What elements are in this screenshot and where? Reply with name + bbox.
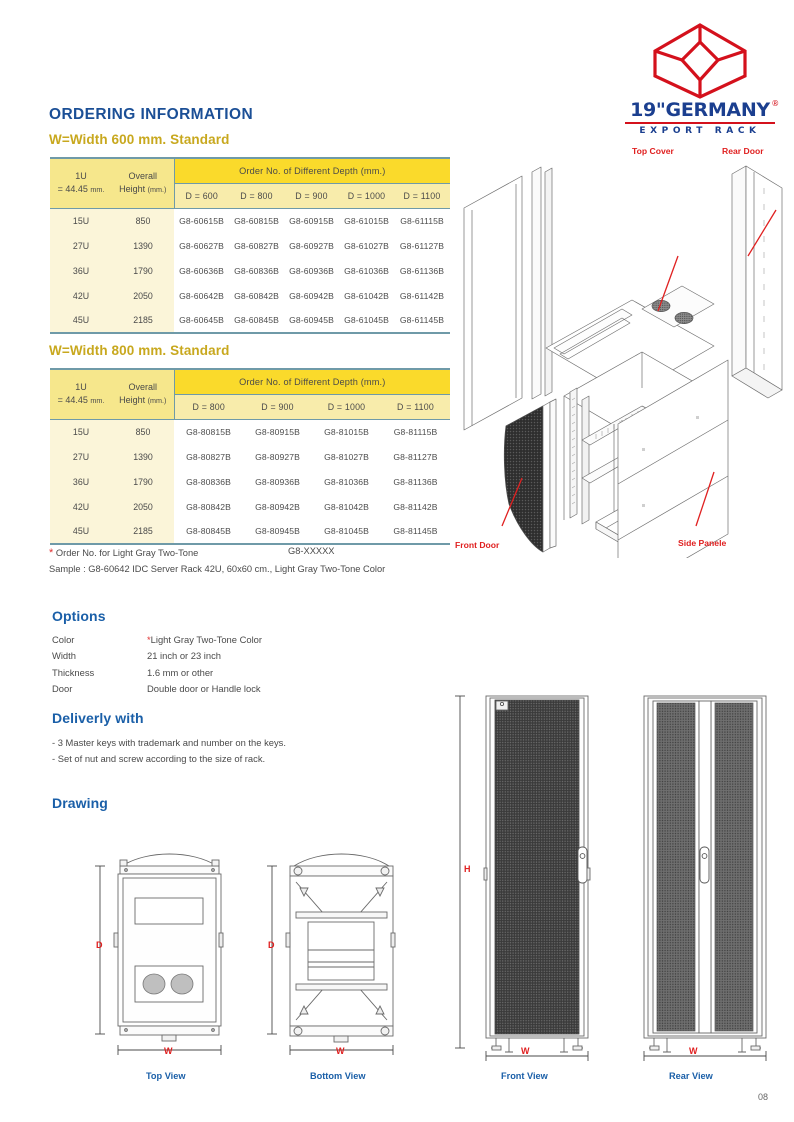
header-cell-depth-0: D = 600 bbox=[174, 183, 229, 208]
cell-order-code: G8-60836B bbox=[229, 258, 284, 283]
header-cell-depth-3: D = 1100 bbox=[381, 394, 450, 419]
cell-order-code: G8-60942B bbox=[284, 283, 339, 308]
cell-order-code: G8-80927B bbox=[243, 444, 312, 469]
option-item bbox=[52, 648, 262, 664]
table-row bbox=[50, 519, 450, 544]
cell-order-code: G8-80815B bbox=[174, 419, 243, 444]
caption-front-view: Front View bbox=[501, 1071, 548, 1081]
cell-u: 45U bbox=[50, 308, 112, 333]
delivery-title: Deliverly with bbox=[52, 710, 144, 726]
cell-order-code: G8-80915B bbox=[243, 419, 312, 444]
cell-order-code: G8-60842B bbox=[229, 283, 284, 308]
cell-height: 850 bbox=[112, 208, 174, 233]
header-cell-overall-height bbox=[112, 369, 174, 419]
cell-u: 27U bbox=[50, 444, 112, 469]
note-order-no-code: G8-XXXXX bbox=[288, 546, 335, 556]
table-row bbox=[50, 283, 450, 308]
cell-order-code: G8-61042B bbox=[339, 283, 394, 308]
front-view-drawing bbox=[452, 684, 602, 1069]
header-cell-depth-2: D = 1000 bbox=[312, 394, 381, 419]
caption-bottom-view: Bottom View bbox=[310, 1071, 366, 1081]
drawing-title: Drawing bbox=[52, 795, 108, 811]
header-cell-depth-2: D = 900 bbox=[284, 183, 339, 208]
top-view-drawing bbox=[92, 838, 242, 1068]
table-row bbox=[50, 208, 450, 233]
option-key: Thickness bbox=[52, 666, 95, 678]
order-table-width-600 bbox=[50, 157, 450, 334]
option-value: 1.6 mm or other bbox=[147, 666, 214, 678]
dimension-label-w-bottom-view: W bbox=[336, 1046, 345, 1056]
caption-top-view: Top View bbox=[146, 1071, 186, 1081]
cell-order-code: G8-80942B bbox=[243, 494, 312, 519]
delivery-item: - 3 Master keys with trademark and number on the keys. bbox=[52, 737, 286, 748]
dimension-label-d-top-view: D bbox=[96, 940, 103, 950]
cell-height: 1390 bbox=[112, 233, 174, 258]
label-top-cover: Top Cover bbox=[632, 146, 674, 156]
logo-wordmark bbox=[630, 99, 779, 121]
cell-u: 42U bbox=[50, 283, 112, 308]
cell-order-code: G8-61036B bbox=[339, 258, 394, 283]
table-row bbox=[50, 444, 450, 469]
header-overall-line2: Height (mm.) bbox=[119, 184, 167, 195]
table-header-row-top bbox=[50, 369, 450, 394]
exploded-rack-illustration bbox=[446, 148, 794, 558]
cell-order-code: G8-61115B bbox=[394, 208, 450, 233]
dimension-label-w-front-view: W bbox=[521, 1046, 530, 1056]
cell-order-code: G8-61136B bbox=[394, 258, 450, 283]
logo-divider bbox=[625, 122, 775, 124]
delivery-item: - Set of nut and screw according to the size of rack. bbox=[52, 753, 266, 765]
table-row bbox=[50, 308, 450, 333]
label-rear-door: Rear Door bbox=[722, 146, 764, 156]
cell-order-code: G8-61127B bbox=[394, 233, 450, 258]
caption-rear-view: Rear View bbox=[669, 1071, 713, 1081]
note-order-no bbox=[49, 546, 198, 561]
table-row bbox=[50, 233, 450, 258]
cell-height: 1790 bbox=[112, 469, 174, 494]
label-side-panel: Side Panele bbox=[678, 538, 727, 548]
header-1u-line1: 1U bbox=[75, 171, 87, 182]
order-table-width-800 bbox=[50, 368, 450, 545]
logo-tagline: EXPORT RACK bbox=[639, 125, 761, 136]
header-cell-overall-height bbox=[112, 158, 174, 208]
table-row bbox=[50, 419, 450, 444]
table-row bbox=[50, 494, 450, 519]
cell-order-code: G8-60915B bbox=[284, 208, 339, 233]
header-overall-line1: Overall bbox=[128, 171, 157, 182]
cell-u: 27U bbox=[50, 233, 112, 258]
cell-u: 42U bbox=[50, 494, 112, 519]
cell-u: 36U bbox=[50, 469, 112, 494]
logo-wordmark-text: 19"GERMANY bbox=[630, 99, 770, 121]
delivery-list bbox=[52, 735, 286, 768]
subtitle-width-600: W=Width 600 mm. Standard bbox=[49, 132, 230, 147]
subtitle-width-800: W=Width 800 mm. Standard bbox=[49, 343, 230, 358]
cell-order-code: G8-60636B bbox=[174, 258, 229, 283]
cell-order-code: G8-81036B bbox=[312, 469, 381, 494]
cell-order-code: G8-81142B bbox=[381, 494, 450, 519]
header-1u-line1: 1U bbox=[75, 382, 87, 393]
cell-height: 2185 bbox=[112, 519, 174, 544]
cell-order-code: G8-61142B bbox=[394, 283, 450, 308]
cell-order-code: G8-80845B bbox=[174, 519, 243, 544]
table-row bbox=[50, 469, 450, 494]
header-cell-depth-3: D = 1000 bbox=[339, 183, 394, 208]
options-title: Options bbox=[52, 608, 106, 624]
dimension-label-w-rear-view: W bbox=[689, 1046, 698, 1056]
table-header-row-top bbox=[50, 158, 450, 183]
cell-order-code: G8-61045B bbox=[339, 308, 394, 333]
cell-order-code: G8-60936B bbox=[284, 258, 339, 283]
cell-order-code: G8-60645B bbox=[174, 308, 229, 333]
cube-logo-icon bbox=[652, 22, 748, 100]
cell-height: 1790 bbox=[112, 258, 174, 283]
dimension-label-w-top-view: W bbox=[164, 1046, 173, 1056]
cell-height: 2050 bbox=[112, 283, 174, 308]
cell-order-code: G8-60627B bbox=[174, 233, 229, 258]
option-item bbox=[52, 665, 262, 681]
header-cell-1u bbox=[50, 158, 112, 208]
cell-height: 1390 bbox=[112, 444, 174, 469]
option-key: Width bbox=[52, 650, 76, 662]
option-item bbox=[52, 681, 262, 697]
cell-order-code: G8-80836B bbox=[174, 469, 243, 494]
cell-order-code: G8-81027B bbox=[312, 444, 381, 469]
cell-order-code: G8-60642B bbox=[174, 283, 229, 308]
asterisk-icon: * bbox=[49, 547, 54, 559]
cell-order-code: G8-81015B bbox=[312, 419, 381, 444]
cell-height: 850 bbox=[112, 419, 174, 444]
header-overall-line2: Height (mm.) bbox=[119, 395, 167, 406]
asterisk-icon: * bbox=[147, 634, 151, 645]
cell-u: 15U bbox=[50, 419, 112, 444]
header-cell-depth-0: D = 800 bbox=[174, 394, 243, 419]
cell-order-code: G8-60945B bbox=[284, 308, 339, 333]
option-value: *Light Gray Two-Tone Color bbox=[147, 634, 262, 645]
table-row bbox=[50, 258, 450, 283]
header-overall-line1: Overall bbox=[128, 382, 157, 393]
note-sample: Sample : G8-60642 IDC Server Rack 42U, 60x60 cm., Light Gray Two-Tone Color bbox=[49, 564, 386, 574]
cell-u: 15U bbox=[50, 208, 112, 233]
option-value: 21 inch or 23 inch bbox=[147, 650, 222, 662]
cell-order-code: G8-81115B bbox=[381, 419, 450, 444]
note-order-no-text: Order No. for Light Gray Two-Tone bbox=[55, 548, 199, 558]
cell-order-code: G8-60827B bbox=[229, 233, 284, 258]
cell-order-code: G8-80945B bbox=[243, 519, 312, 544]
bottom-view-drawing bbox=[264, 838, 414, 1068]
header-1u-line2: = 44.45 mm. bbox=[57, 395, 105, 406]
cell-order-code: G8-81136B bbox=[381, 469, 450, 494]
cell-order-code: G8-80842B bbox=[174, 494, 243, 519]
brand-logo bbox=[612, 22, 788, 140]
dimension-label-d-bottom-view: D bbox=[268, 940, 275, 950]
cell-order-code: G8-60615B bbox=[174, 208, 229, 233]
page-title: ORDERING INFORMATION bbox=[49, 106, 254, 123]
header-cell-depth-1: D = 900 bbox=[243, 394, 312, 419]
cell-order-code: G8-61145B bbox=[394, 308, 450, 333]
option-key: Door bbox=[52, 683, 73, 695]
rear-view-drawing bbox=[630, 684, 780, 1069]
cell-order-code: G8-80827B bbox=[174, 444, 243, 469]
cell-u: 36U bbox=[50, 258, 112, 283]
dimension-label-h-front-view: H bbox=[464, 864, 471, 874]
header-cell-1u bbox=[50, 369, 112, 419]
cell-order-code: G8-60927B bbox=[284, 233, 339, 258]
cell-order-code: G8-61015B bbox=[339, 208, 394, 233]
header-cell-depth-1: D = 800 bbox=[229, 183, 284, 208]
cell-order-code: G8-81145B bbox=[381, 519, 450, 544]
cell-order-code: G8-81042B bbox=[312, 494, 381, 519]
option-key: Color bbox=[52, 634, 75, 645]
cell-order-code: G8-81127B bbox=[381, 444, 450, 469]
header-cell-depth-4: D = 1100 bbox=[394, 183, 450, 208]
label-front-door: Front Door bbox=[455, 540, 500, 550]
option-item bbox=[52, 632, 262, 648]
page-number: 08 bbox=[757, 1092, 768, 1102]
header-cell-order-no-group: Order No. of Different Depth (mm.) bbox=[174, 158, 450, 183]
cell-order-code: G8-80936B bbox=[243, 469, 312, 494]
registered-mark-icon: ® bbox=[771, 99, 779, 108]
cell-order-code: G8-60845B bbox=[229, 308, 284, 333]
cell-order-code: G8-60815B bbox=[229, 208, 284, 233]
header-cell-order-no-group: Order No. of Different Depth (mm.) bbox=[174, 369, 450, 394]
cell-u: 45U bbox=[50, 519, 112, 544]
cell-order-code: G8-61027B bbox=[339, 233, 394, 258]
cell-height: 2185 bbox=[112, 308, 174, 333]
header-1u-line2: = 44.45 mm. bbox=[57, 184, 105, 195]
cell-order-code: G8-81045B bbox=[312, 519, 381, 544]
options-list bbox=[52, 632, 262, 698]
option-value: Double door or Handle lock bbox=[147, 683, 261, 695]
cell-height: 2050 bbox=[112, 494, 174, 519]
